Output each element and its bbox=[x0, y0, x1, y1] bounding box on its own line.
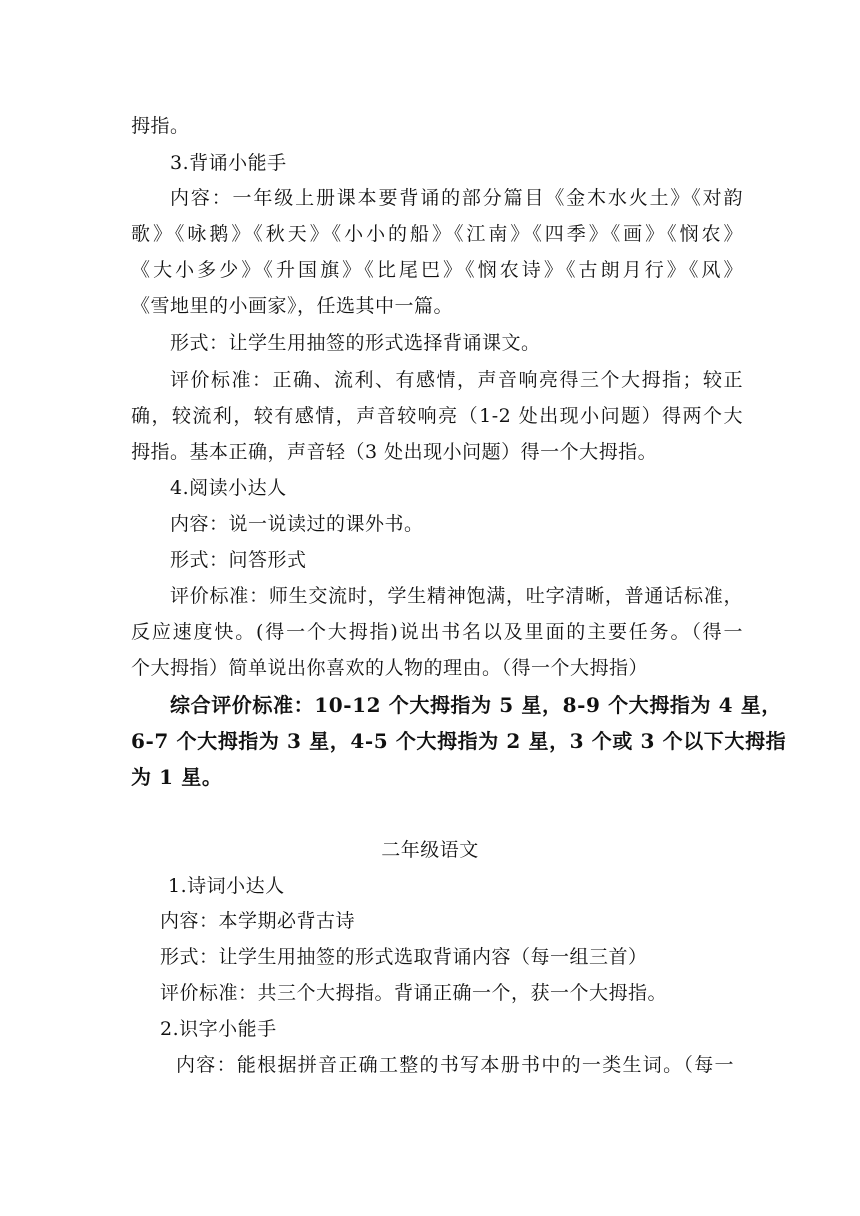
text-line: 反应速度快。(得一个大拇指)说出书名以及里面的主要任务。（得一 bbox=[131, 621, 743, 643]
text-line: 内容：说一说读过的课外书。 bbox=[170, 513, 424, 535]
text-line: 《雪地里的小画家》，任选其中一篇。 bbox=[131, 295, 454, 317]
text-line: 内容：能根据拼音正确工整的书写本册书中的一类生词。（每一 bbox=[176, 1054, 734, 1076]
summary-line: 6-7 个大拇指为 3 星，4-5 个大拇指为 2 星，3 个或 3 个以下大拇指 bbox=[131, 729, 787, 753]
text-line: 拇指。 bbox=[131, 115, 190, 137]
text-line: 评价标准：共三个大拇指。背诵正确一个，获一个大拇指。 bbox=[160, 982, 668, 1004]
text-line: 个大拇指）简单说出你喜欢的人物的理由。（得一个大拇指） bbox=[131, 657, 649, 679]
section-heading: 1.诗词小达人 bbox=[168, 875, 285, 897]
text-line: 评价标准：正确、流利、有感情，声音响亮得三个大拇指；较正 bbox=[170, 369, 743, 391]
text-line: 形式：问答形式 bbox=[170, 549, 307, 571]
section-heading: 3.背诵小能手 bbox=[170, 152, 287, 174]
text-line: 内容：本学期必背古诗 bbox=[160, 910, 356, 932]
text-line: 歌》《咏鹅》《秋天》《小小的船》《江南》《四季》《画》《悯农》 bbox=[131, 223, 743, 245]
section-title: 二年级语文 bbox=[381, 839, 479, 861]
summary-line: 为 1 星。 bbox=[131, 765, 223, 789]
text-line: 内容：一年级上册课本要背诵的部分篇目《金木水火土》《对韵 bbox=[170, 187, 743, 209]
text-line: 形式：让学生用抽签的形式选取背诵内容（每一组三首） bbox=[160, 946, 648, 968]
section-heading: 2.识字小能手 bbox=[160, 1018, 277, 1040]
text-line: 拇指。基本正确，声音轻（3 处出现小问题）得一个大拇指。 bbox=[131, 441, 658, 463]
text-line: 形式：让学生用抽签的形式选择背诵课文。 bbox=[170, 332, 541, 354]
text-line: 《大小多少》《升国旗》《比尾巴》《悯农诗》《古朗月行》《风》 bbox=[131, 259, 743, 281]
text-line: 确，较流利，较有感情，声音较响亮（1-2 处出现小问题）得两个大 bbox=[131, 405, 743, 427]
text-line: 评价标准：师生交流时，学生精神饱满，吐字清晰，普通话标准， bbox=[170, 585, 743, 607]
summary-line: 综合评价标准：10-12 个大拇指为 5 星，8-9 个大拇指为 4 星， bbox=[170, 693, 782, 717]
section-heading: 4.阅读小达人 bbox=[170, 477, 287, 499]
